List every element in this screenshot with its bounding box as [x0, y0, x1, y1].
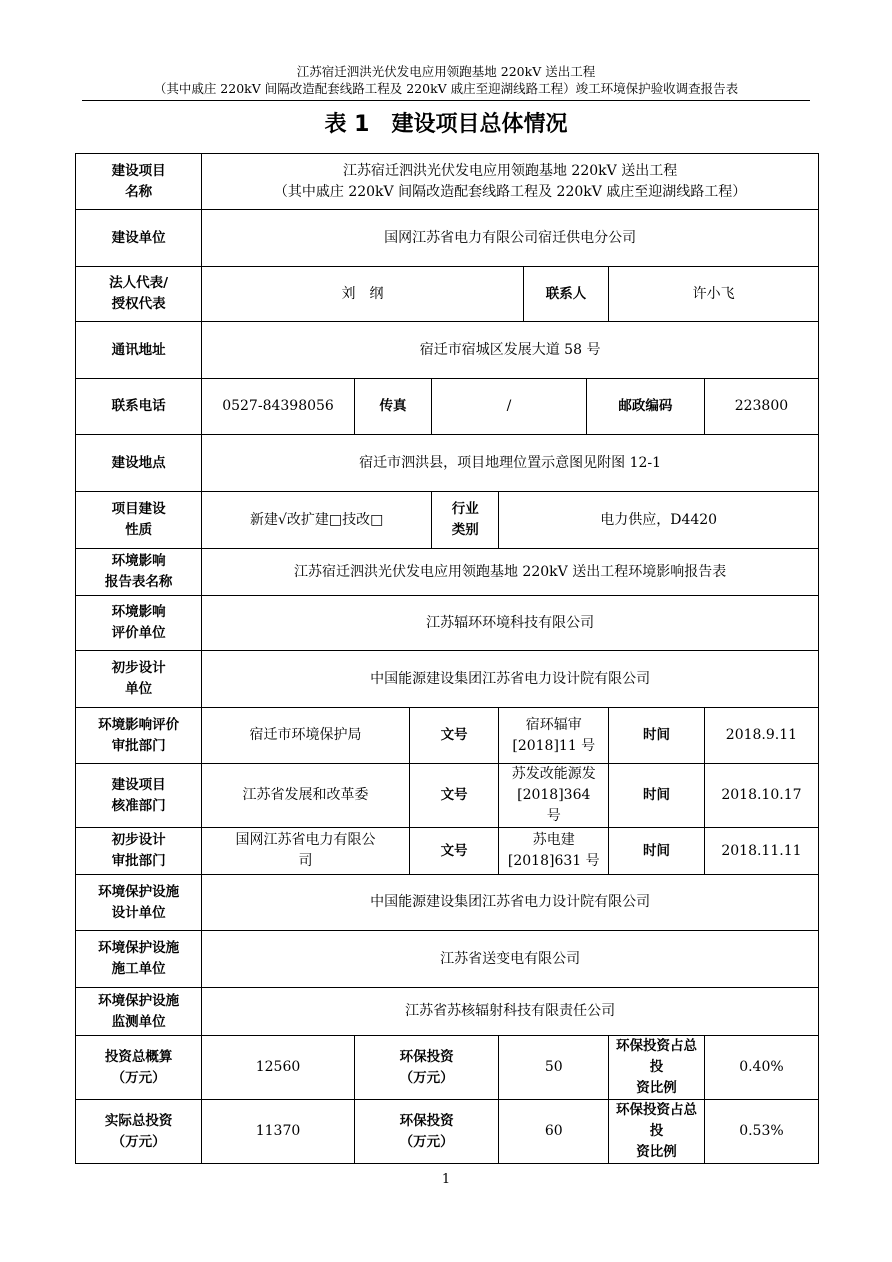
report-header-line2: （其中戚庄 220kV 间隔改造配套线路工程及 220kV 戚庄至迎湖线路工程）竣工环境保护验收调查报告表: [153, 81, 739, 96]
prelim-unit-value: 中国能源建设集团江苏省电力设计院有限公司: [202, 651, 819, 708]
postcode-value: 223800: [704, 379, 818, 435]
builder-label: 建设单位: [76, 210, 202, 267]
ep-design-label: 环境保护设施 设计单位: [76, 875, 202, 931]
eia-approval-no: 宿环辐审[2018]11 号: [499, 708, 609, 764]
legal-rep-label: 法人代表/ 授权代表: [76, 267, 202, 322]
prelim-unit-label: 初步设计 单位: [76, 651, 202, 708]
eia-unit-value: 江苏辐环环境科技有限公司: [202, 596, 819, 651]
ep-construct-label: 环境保护设施 施工单位: [76, 931, 202, 988]
address-label: 通讯地址: [76, 322, 202, 379]
actual-ratio-label: 环保投资占总投 资比例: [609, 1100, 705, 1164]
actual-ep-value: 60: [499, 1100, 609, 1164]
header-divider: [82, 100, 810, 101]
budget-ratio-value: 0.40%: [704, 1036, 818, 1100]
contact-value: 许小飞: [609, 267, 819, 322]
fax-label: 传真: [354, 379, 431, 435]
prelim-approval-label: 初步设计 审批部门: [76, 828, 202, 875]
ep-design-value: 中国能源建设集团江苏省电力设计院有限公司: [202, 875, 819, 931]
budget-ep-label: 环保投资 （万元）: [354, 1036, 498, 1100]
phone-label: 联系电话: [76, 379, 202, 435]
prelim-doc-no-label: 文号: [409, 828, 499, 875]
page-title: [0, 110, 892, 140]
project-approval-label: 建设项目 核准部门: [76, 764, 202, 828]
site-value: 宿迁市泗洪县，项目地理位置示意图见附图 12-1: [202, 435, 819, 492]
budget-value: 12560: [202, 1036, 355, 1100]
project-overview-table: [75, 153, 819, 1164]
ep-monitor-label: 环境保护设施 监测单位: [76, 988, 202, 1036]
address-value: 宿迁市宿城区发展大道 58 号: [202, 322, 819, 379]
project-name-value: 江苏宿迁泗洪光伏发电应用领跑基地 220kV 送出工程 （其中戚庄 220kV 间隔改造配套线路工程及 220kV 戚庄至迎湖线路工程）: [202, 154, 819, 210]
industry-value: 电力供应，D4420: [499, 492, 819, 549]
site-label: 建设地点: [76, 435, 202, 492]
eia-time-label: 时间: [609, 708, 705, 764]
contact-label: 联系人: [523, 267, 608, 322]
project-approval-time: 2018.10.17: [704, 764, 818, 828]
budget-ep-value: 50: [499, 1036, 609, 1100]
legal-rep-value: 刘 纲: [202, 267, 524, 322]
postcode-label: 邮政编码: [586, 379, 704, 435]
actual-value: 11370: [202, 1100, 355, 1164]
prelim-approval-dept: 国网江苏省电力有限公 司: [202, 828, 410, 875]
eia-unit-label: 环境影响 评价单位: [76, 596, 202, 651]
actual-ratio-value: 0.53%: [704, 1100, 818, 1164]
eia-approval-label: 环境影响评价 审批部门: [76, 708, 202, 764]
industry-label: 行业 类别: [432, 492, 499, 549]
report-header-line1: 江苏宿迁泗洪光伏发电应用领跑基地 220kV 送出工程: [296, 64, 596, 79]
table-title: 建设项目总体情况: [391, 112, 568, 137]
budget-ratio-label: 环保投资占总投 资比例: [609, 1036, 705, 1100]
table-number: 表 1: [324, 112, 370, 137]
eia-report-value: 江苏宿迁泗洪光伏发电应用领跑基地 220kV 送出工程环境影响报告表: [202, 549, 819, 596]
phone-value: 0527-84398056: [202, 379, 355, 435]
prelim-time-label: 时间: [609, 828, 705, 875]
prelim-approval-no: 苏电建[2018]631 号: [499, 828, 609, 875]
fax-value: /: [432, 379, 587, 435]
ep-construct-value: 江苏省送变电有限公司: [202, 931, 819, 988]
project-time-label: 时间: [609, 764, 705, 828]
project-approval-dept: 江苏省发展和改革委: [202, 764, 410, 828]
nature-label: 项目建设 性质: [76, 492, 202, 549]
eia-approval-time: 2018.9.11: [704, 708, 818, 764]
ep-monitor-value: 江苏省苏核辐射科技有限责任公司: [202, 988, 819, 1036]
prelim-approval-time: 2018.11.11: [704, 828, 818, 875]
page-number: 1: [441, 1172, 451, 1187]
eia-approval-dept: 宿迁市环境保护局: [202, 708, 410, 764]
eia-doc-no-label: 文号: [409, 708, 499, 764]
project-doc-no-label: 文号: [409, 764, 499, 828]
builder-value: 国网江苏省电力有限公司宿迁供电分公司: [202, 210, 819, 267]
nature-value: 新建√改扩建□技改□: [202, 492, 432, 549]
actual-ep-label: 环保投资 （万元）: [354, 1100, 498, 1164]
eia-report-label: 环境影响 报告表名称: [76, 549, 202, 596]
actual-label: 实际总投资 （万元）: [76, 1100, 202, 1164]
budget-label: 投资总概算 （万元）: [76, 1036, 202, 1100]
project-approval-no: 苏发改能源发[2018]364 号: [499, 764, 609, 828]
project-name-label: 建设项目 名称: [76, 154, 202, 210]
